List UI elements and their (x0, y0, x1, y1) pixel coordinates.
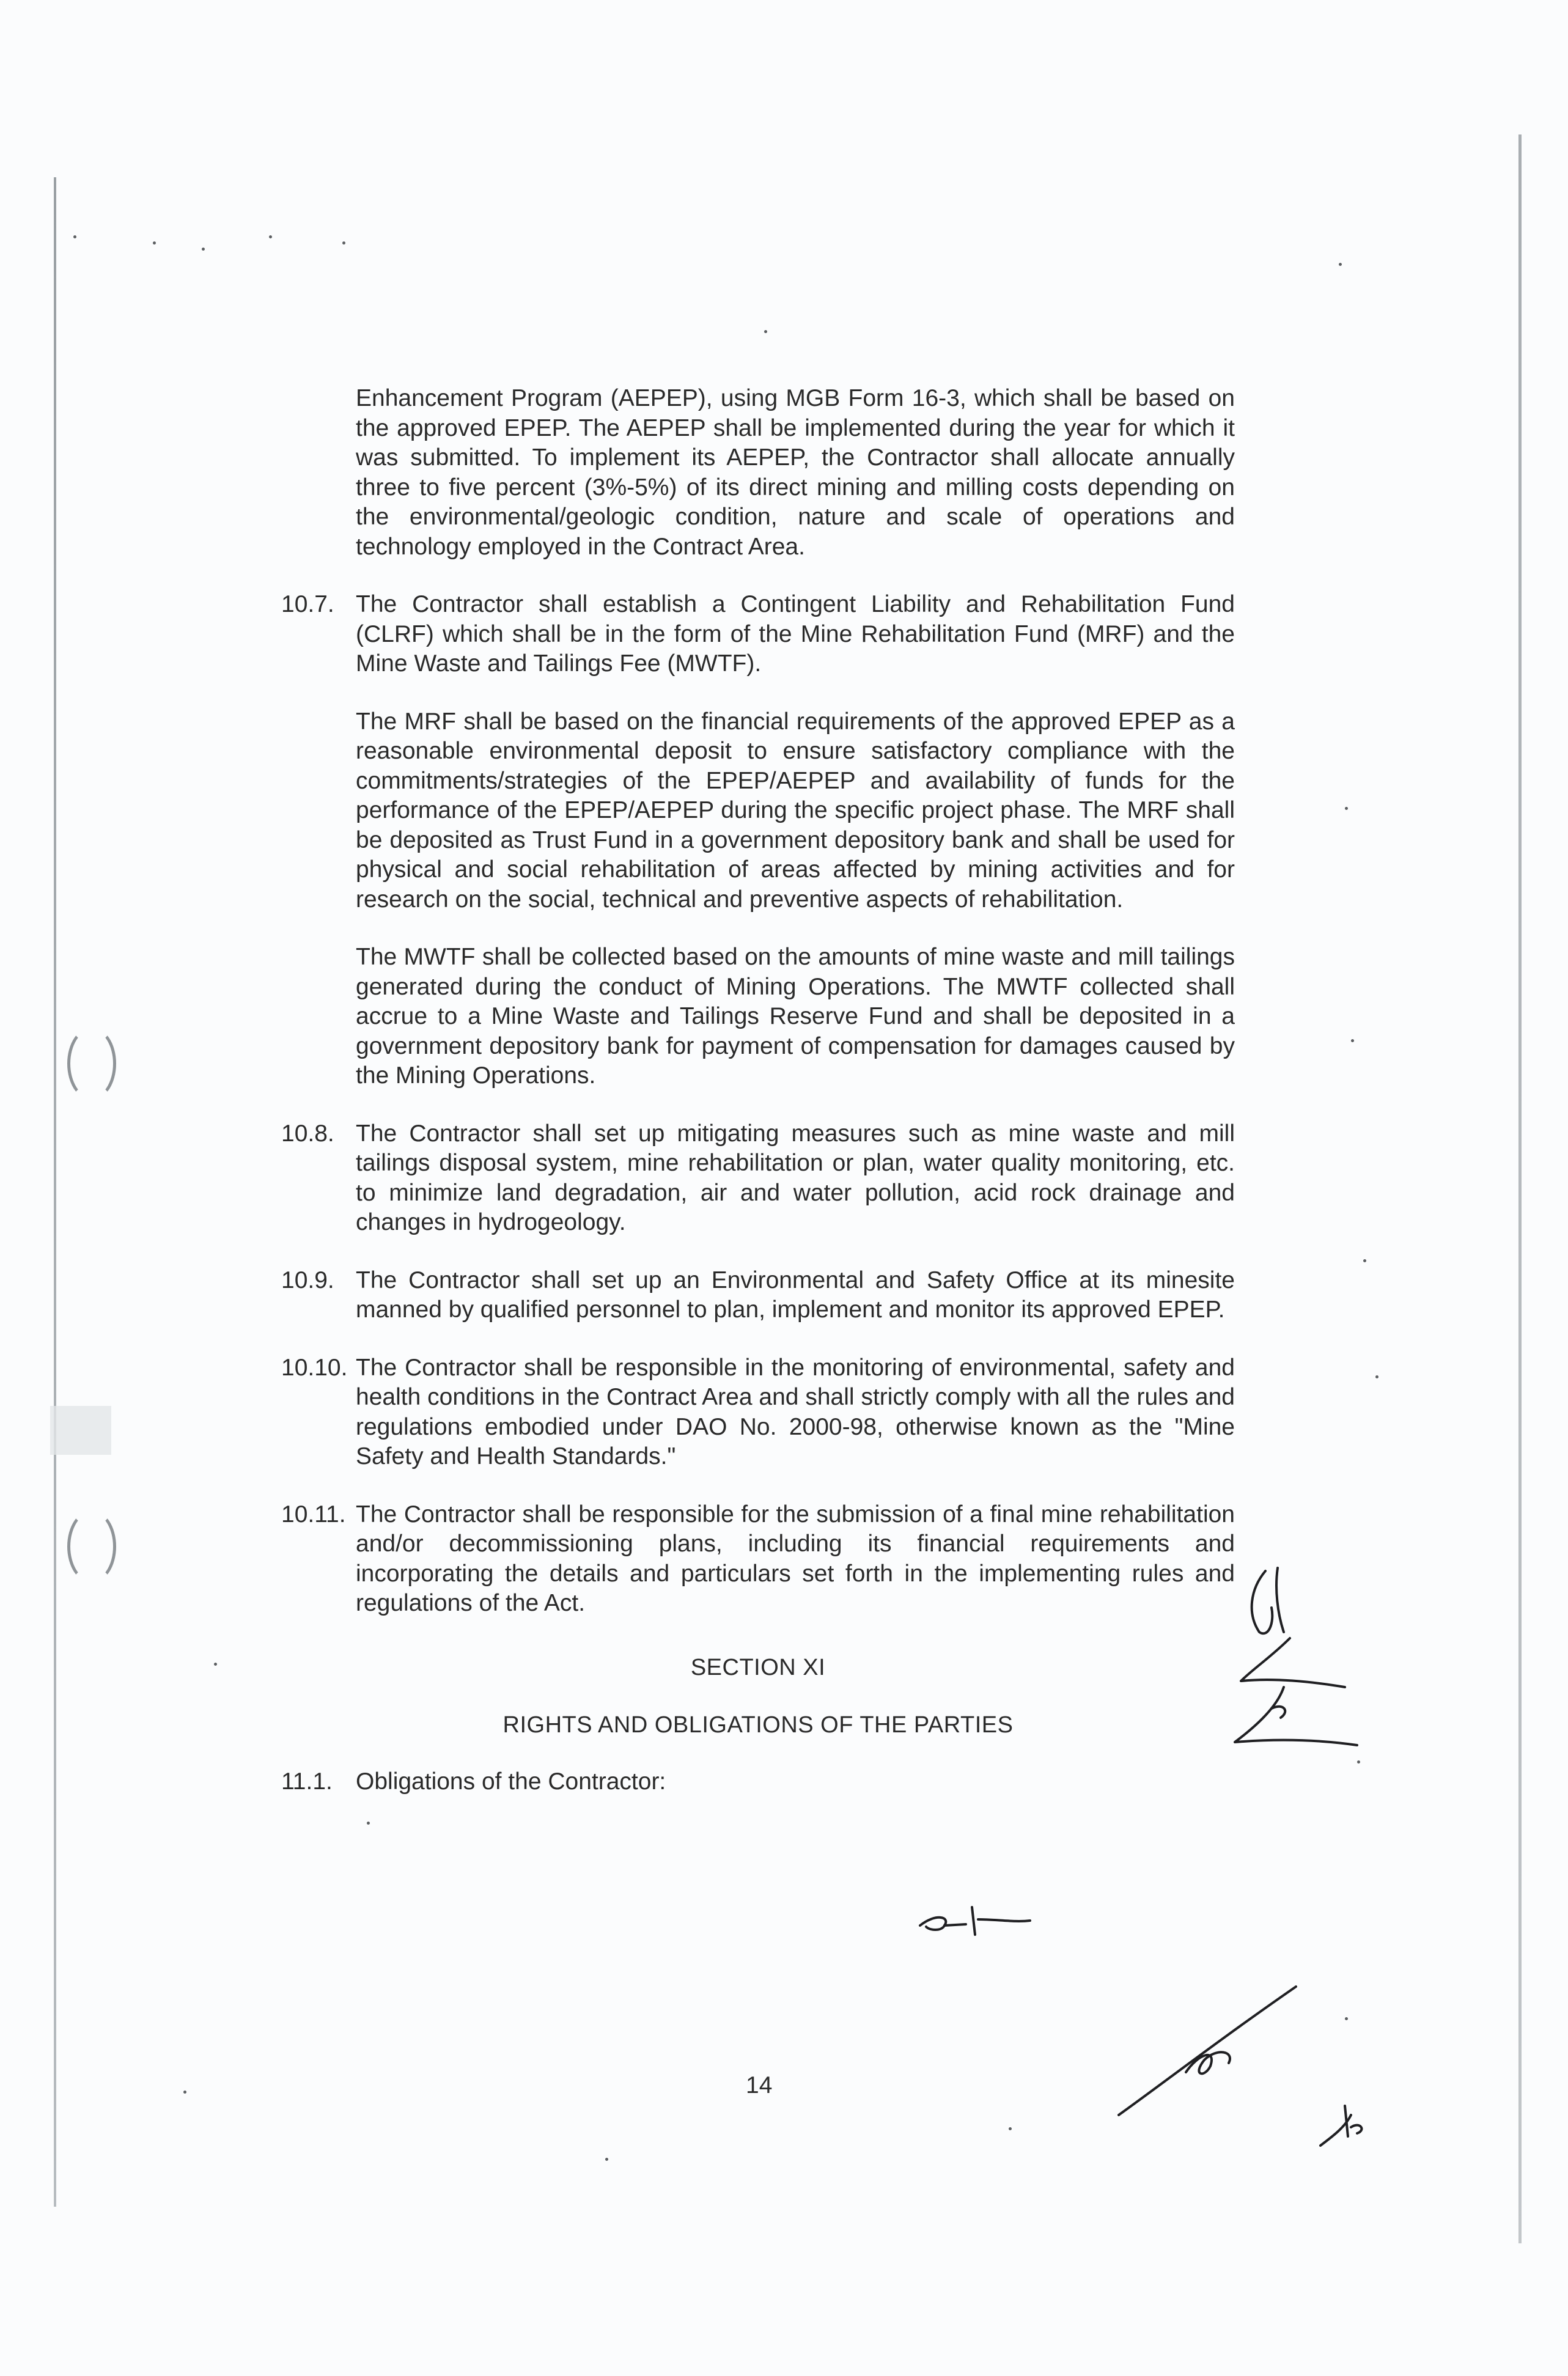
initials-signature-icon (1216, 1565, 1375, 1797)
page-right-edge (1518, 134, 1522, 2243)
initials-small-icon (1314, 2103, 1369, 2152)
punch-hole-upper (67, 1027, 116, 1100)
clause-10-9 (281, 1266, 1235, 1325)
scan-speck (269, 235, 272, 238)
section-title: SECTION XI (690, 1654, 826, 1680)
scan-speck (153, 241, 156, 245)
scan-speck (764, 330, 767, 333)
scan-speck (342, 241, 345, 245)
scan-speck (1357, 1760, 1360, 1764)
clause-10-10 (281, 1353, 1235, 1472)
clause-11-1 (281, 1767, 1235, 1797)
mwtf-paragraph: The MWTF shall be collected based on the amounts of mine waste and mill tailings generated during the conduct of Mining Operations. The MWTF collected shall accrue to a Mine Waste and Tailings Reserve Fund and shall be deposited in a government depository bank for payment of compensation for damages caused by the Mining Operations. (356, 944, 1235, 1089)
punch-hole-lower (67, 1510, 116, 1583)
clause-number: 10.10. (281, 1354, 348, 1381)
clause-10-8 (281, 1119, 1235, 1238)
mrf-paragraph: The MRF shall be based on the financial requirements of the approved EPEP as a reasonable environmental deposit to ensure satisfactory compliance with the commitments/strategies of the EPEP/AEPEP and availability of funds for the performance of the EPEP/AEPEP during the specific project phase. The MRF shall be deposited as Trust Fund in a government depository bank and shall be used for physical and social rehabilitation of areas affected by mining activities and for research on the social, technical and preventive aspects of rehabilitation. (356, 708, 1235, 913)
clause-10-7 (281, 590, 1235, 679)
scan-speck (1345, 2017, 1348, 2020)
clause-text: The Contractor shall be responsible in the monitoring of environmental, safety and health conditions in the Contract Area and shall strictly comply with all the rules and regulations embodied under DAO No. 2000-98, otherwise known as the "Mine Safety and Health Standards." (356, 1354, 1235, 1469)
clause-number: 10.9. (281, 1267, 334, 1293)
scan-speck (1345, 807, 1348, 810)
scan-speck (605, 2158, 608, 2161)
initials-mark-icon (917, 1901, 1033, 1938)
clause-text: The Contractor shall establish a Contingent Liability and Rehabilitation Fund (CLRF) which shall be in the form of the Mine Rehabilitation Fund (MRF) and the Mine Waste and Tailings Fee (MWTF). (356, 591, 1235, 677)
document-body (281, 384, 1235, 1797)
clause-text: The Contractor shall set up mitigating measures such as mine waste and mill tailings disposal system, mine rehabilitation or plan, water quality monitoring, etc. to minimize land degradation, air and water pollution, acid rock drainage and changes in hydrogeology. (356, 1120, 1235, 1235)
clause-number: 11.1. (281, 1768, 333, 1795)
signature-icon (1113, 1981, 1308, 2121)
scan-speck (73, 235, 76, 238)
scan-speck (202, 248, 205, 251)
clause-number: 10.7. (281, 591, 334, 617)
clause-text: The Contractor shall set up an Environmental and Safety Office at its minesite manned by qualified personnel to plan, implement and monitor its approved EPEP. (356, 1267, 1235, 1323)
section-subtitle: RIGHTS AND OBLIGATIONS OF THE PARTIES (502, 1712, 1014, 1738)
scan-speck (214, 1663, 217, 1666)
scan-speck (183, 2091, 186, 2094)
scan-smudge (50, 1406, 111, 1455)
page-left-edge (54, 177, 56, 2207)
scan-speck (1339, 263, 1342, 266)
scan-speck (367, 1822, 370, 1825)
intro-paragraph: Enhancement Program (AEPEP), using MGB Form 16-3, which shall be based on the approved EPEP. The AEPEP shall be implemented during the year for which it was submitted. To implement its AEPEP, the Contractor shall allocate annually three to five percent (3%-5%) of its direct mining and milling costs depending on the environmental/geologic condition, nature and scale of operations and technology employed in the Contract Area. (356, 385, 1235, 560)
clause-number: 10.8. (281, 1120, 334, 1147)
clause-text: The Contractor shall be responsible for the submission of a final mine rehabilitation and/or decommissioning plans, including its financial requirements and incorporating the details and particulars set forth in the implementing rules and regulations of the Act. (356, 1501, 1235, 1616)
clause-number: 10.11. (281, 1501, 346, 1528)
page-number: 14 (746, 2072, 773, 2098)
scan-speck (1363, 1259, 1366, 1262)
clause-text: Obligations of the Contractor: (356, 1768, 666, 1795)
scan-speck (1351, 1039, 1354, 1042)
scan-speck (1375, 1375, 1378, 1378)
scan-speck (1009, 2127, 1012, 2130)
clause-10-11 (281, 1500, 1235, 1619)
